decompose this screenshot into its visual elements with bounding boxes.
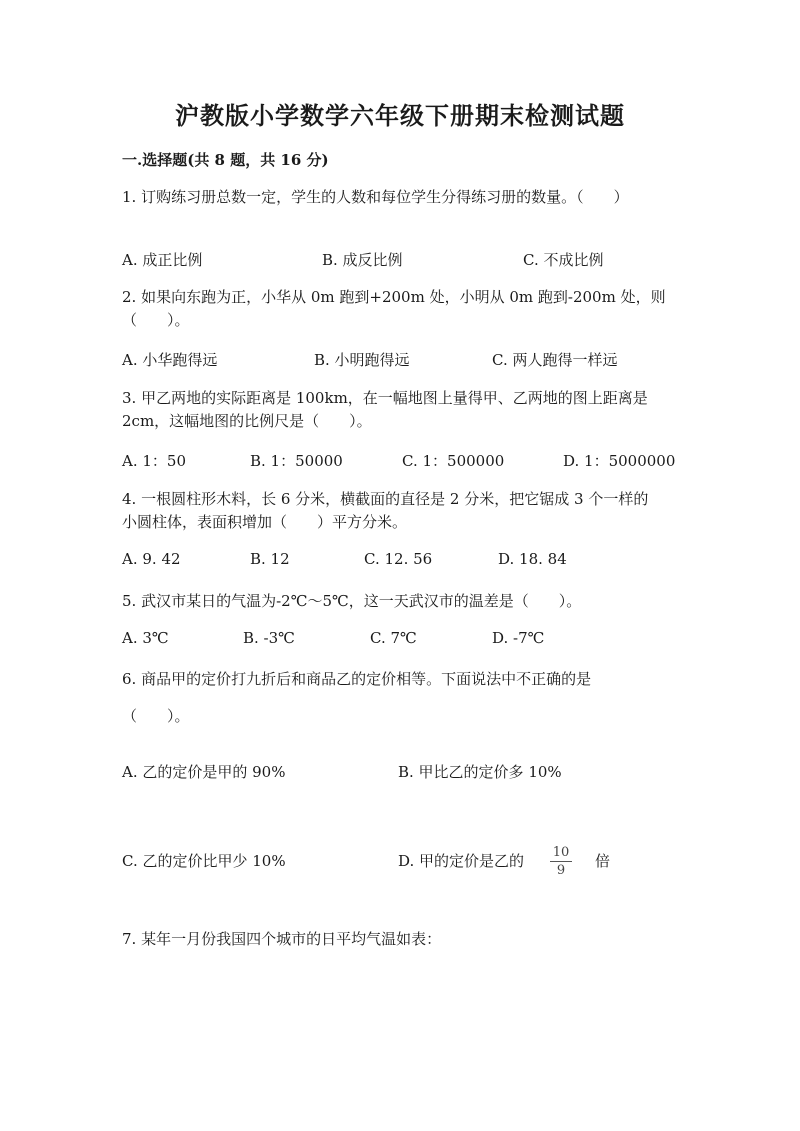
question-2-text-line1: 2. 如果向东跑为正，小华从 0m 跑到+200m 处，小明从 0m 跑到-200m 处，则	[122, 288, 666, 306]
question-1-option-a[interactable]: A. 成正比例	[122, 251, 203, 269]
question-4-option-c[interactable]: C. 12. 56	[364, 550, 433, 568]
question-1-option-b[interactable]: B. 成反比例	[322, 251, 403, 269]
question-6-option-b[interactable]: B. 甲比乙的定价多 10%	[398, 763, 562, 781]
fraction-bar	[550, 861, 572, 862]
question-2-option-a[interactable]: A. 小华跑得远	[122, 351, 218, 369]
question-1-text: 1. 订购练习册总数一定，学生的人数和每位学生分得练习册的数量。（ ）	[122, 188, 629, 206]
question-7-text: 7. 某年一月份我国四个城市的日平均气温如表：	[122, 930, 442, 948]
question-6-option-c[interactable]: C. 乙的定价比甲少 10%	[122, 852, 286, 870]
question-6-option-d[interactable]: D. 甲的定价是乙的	[398, 852, 525, 870]
question-2-option-c[interactable]: C. 两人跑得一样远	[492, 351, 618, 369]
question-4-option-a[interactable]: A. 9. 42	[122, 550, 181, 568]
question-6-option-a[interactable]: A. 乙的定价是甲的 90%	[122, 763, 286, 781]
section-heading: 一.选择题(共 8 题，共 16 分)	[122, 151, 329, 169]
question-3-option-b[interactable]: B. 1：50000	[250, 452, 343, 470]
question-1-option-c[interactable]: C. 不成比例	[523, 251, 604, 269]
question-4-option-d[interactable]: D. 18. 84	[498, 550, 567, 568]
question-5-text: 5. 武汉市某日的气温为-2℃～5℃，这一天武汉市的温差是（ ）。	[122, 592, 582, 610]
question-6-text-line2: （ ）。	[122, 707, 190, 725]
question-3-text-line1: 3. 甲乙两地的实际距离是 100km，在一幅地图上量得甲、乙两地的图上距离是	[122, 389, 648, 407]
question-2-option-b[interactable]: B. 小明跑得远	[314, 351, 410, 369]
question-3-option-c[interactable]: C. 1：500000	[402, 452, 505, 470]
question-5-option-a[interactable]: A. 3℃	[122, 629, 169, 647]
page-title: 沪教版小学数学六年级下册期末检测试题	[175, 101, 625, 130]
question-6-option-d-fraction	[550, 845, 572, 878]
question-4-option-b[interactable]: B. 12	[250, 550, 290, 568]
fraction-numerator: 10	[552, 845, 570, 860]
question-5-option-c[interactable]: C. 7℃	[370, 629, 417, 647]
question-2-text-line2: （ ）。	[122, 311, 190, 329]
fraction-denominator: 9	[556, 863, 566, 878]
question-3-text-line2: 2cm，这幅地图的比例尺是（ ）。	[122, 412, 372, 430]
question-3-option-a[interactable]: A. 1：50	[122, 452, 186, 470]
question-5-option-d[interactable]: D. -7℃	[492, 629, 545, 647]
question-6-option-d-suffix: 倍	[595, 852, 611, 870]
question-5-option-b[interactable]: B. -3℃	[243, 629, 295, 647]
question-6-text-line1: 6. 商品甲的定价打九折后和商品乙的定价相等。下面说法中不正确的是	[122, 670, 592, 688]
question-4-text-line1: 4. 一根圆柱形木料，长 6 分米，横截面的直径是 2 分米，把它锯成 3 个一样的	[122, 490, 649, 508]
question-3-option-d[interactable]: D. 1：5000000	[563, 452, 676, 470]
question-4-text-line2: 小圆柱体，表面积增加（ ）平方分米。	[122, 513, 408, 531]
